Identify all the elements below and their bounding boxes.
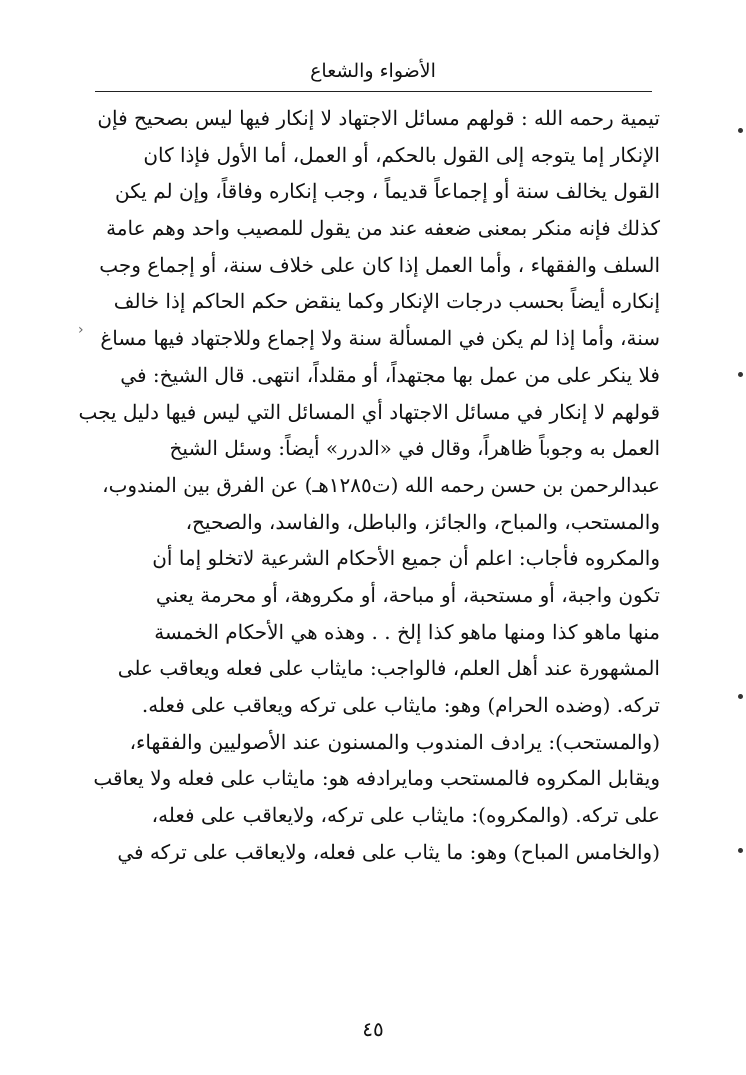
- text-line: السلف والفقهاء ، وأما العمل إذا كان على خلاف سنة، أو إجماع وجب: [99, 252, 660, 277]
- text-line: والمكروه فأجاب: اعلم أن جميع الأحكام الشرعية لاتخلو إما أن: [152, 546, 660, 571]
- margin-dot: [738, 372, 743, 377]
- text-line: المشهورة عند أهل العلم، فالواجب: مايثاب على فعله ويعاقب على: [117, 656, 660, 681]
- text-line: (والخامس المباح) وهو: ما يثاب على فعله، ولايعاقب على تركه في: [117, 839, 660, 864]
- text-line: سنة، وأما إذا لم يكن في المسألة سنة ولا إجماع وللاجتهاد فيها مساغ: [100, 326, 660, 351]
- text-line: إنكاره أيضاً بحسب درجات الإنكار وكما ينقض حكم الحاكم إذا خالف: [113, 289, 660, 314]
- margin-tick-mark: ›: [78, 322, 84, 338]
- running-header-title: الأضواء والشعاع: [310, 60, 436, 82]
- body-text: [78, 100, 660, 870]
- text-line: عبدالرحمن بن حسن رحمه الله (ت١٢٨٥هـ) عن الفرق بين المندوب،: [102, 472, 660, 497]
- text-line: العمل به وجوباً ظاهراً، وقال في «الدرر» أيضاً: وسئل الشيخ: [169, 436, 660, 461]
- text-line: منها ماهو كذا ومنها ماهو كذا إلخ . . وهذه هي الأحكام الخمسة: [154, 619, 660, 644]
- text-line: ويقابل المكروه فالمستحب ومايرادفه هو: مايثاب على فعله ولا يعاقب: [93, 766, 660, 791]
- text-line: تركه. (وضده الحرام) وهو: مايثاب على تركه ويعاقب على فعله.: [141, 693, 660, 717]
- text-line: والمستحب، والمباح، والجائز، والباطل، والفاسد، والصحيح،: [185, 509, 660, 534]
- page-number: ٤٥: [362, 1017, 384, 1041]
- text-line: الإنكار إما يتوجه إلى القول بالحكم، أو العمل، أما الأول فإذا كان: [143, 142, 660, 167]
- text-line: فلا ينكر على من عمل بها مجتهداً، أو مقلداً، انتهى. قال الشيخ: في: [120, 362, 660, 387]
- margin-dot: [738, 694, 743, 699]
- text-line: على تركه. (والمكروه): مايثاب على تركه، ولايعاقب على فعله،: [151, 803, 660, 828]
- text-line: كذلك فإنه منكر بمعنى ضعفه عند من يقول للمصيب واحد وهم عامة: [106, 216, 660, 241]
- margin-dot: [738, 128, 743, 133]
- margin-dot: [738, 848, 743, 853]
- text-line: تكون واجبة، أو مستحبة، أو مباحة، أو مكروهة، أو محرمة يعني: [155, 582, 660, 607]
- text-line: (والمستحب): يرادف المندوب والمسنون عند الأصوليين والفقهاء،: [129, 729, 660, 754]
- text-line: قولهم لا إنكار في مسائل الاجتهاد أي المسائل التي ليس فيها دليل يجب: [78, 399, 660, 424]
- text-line: القول يخالف سنة أو إجماعاً قديماً ، وجب إنكاره وفاقاً، وإن لم يكن: [115, 179, 660, 204]
- text-line: تيمية رحمه الله : قولهم مسائل الاجتهاد لا إنكار فيها ليس بصحيح فإن: [97, 106, 660, 130]
- header-rule: [95, 91, 652, 92]
